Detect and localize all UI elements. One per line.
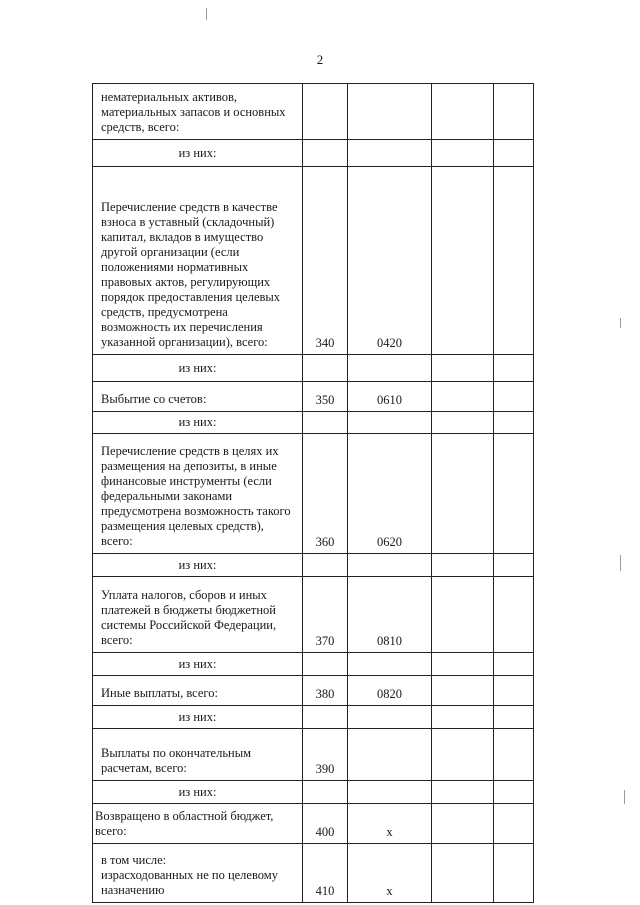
indicator-name-line: Возвращено в областной бюджет, — [95, 809, 274, 823]
scan-mark — [624, 790, 625, 804]
indicator-name — [93, 577, 303, 653]
indicator-name-line: расчетам, всего: — [101, 761, 187, 775]
line-code-cell: 410 — [303, 844, 348, 903]
line-code-cell — [303, 412, 348, 434]
indicator-name-line: возможность их перечисления — [101, 320, 263, 334]
indicator-name — [93, 729, 303, 781]
value-cell-1 — [432, 781, 494, 804]
scan-mark — [620, 555, 621, 571]
line-code-cell — [303, 84, 348, 140]
subheader-row — [93, 412, 534, 434]
indicator-name-line: назначению — [101, 883, 165, 897]
table-row — [93, 844, 534, 903]
analytic-code-cell: 0620 — [348, 434, 432, 554]
value-cell-2 — [494, 434, 534, 554]
indicator-name-line: Перечисление средств в целях их — [101, 444, 279, 458]
value-cell-2 — [494, 676, 534, 706]
value-cell-2 — [494, 804, 534, 844]
subheader-row — [93, 781, 534, 804]
indicator-name-line: средств, всего: — [101, 120, 180, 134]
indicator-name-line: материальных запасов и основных — [101, 105, 286, 119]
indicator-name — [93, 844, 303, 903]
value-cell-1 — [432, 676, 494, 706]
subheader-label: из них: — [93, 412, 303, 434]
analytic-code-cell — [348, 84, 432, 140]
indicator-name-line: положениями нормативных — [101, 260, 249, 274]
indicator-name-line: капитал, вкладов в имущество — [101, 230, 264, 244]
table-row — [93, 676, 534, 706]
indicator-name — [93, 434, 303, 554]
value-cell-1 — [432, 84, 494, 140]
analytic-code-cell — [348, 729, 432, 781]
value-cell-1 — [432, 844, 494, 903]
indicator-name-line: Перечисление средств в качестве — [101, 200, 278, 214]
line-code-cell — [303, 140, 348, 167]
value-cell-2 — [494, 844, 534, 903]
indicator-name-line: указанной организации), всего: — [101, 335, 268, 349]
value-cell-2 — [494, 554, 534, 577]
analytic-code-cell: 0810 — [348, 577, 432, 653]
line-code-cell: 340 — [303, 167, 348, 355]
subheader-row — [93, 706, 534, 729]
analytic-code-cell — [348, 554, 432, 577]
table-row — [93, 577, 534, 653]
indicator-name-line: взноса в уставный (складочный) — [101, 215, 275, 229]
subheader-label: из них: — [93, 781, 303, 804]
value-cell-2 — [494, 140, 534, 167]
analytic-code-cell — [348, 653, 432, 676]
indicator-name-line: нематериальных активов, — [101, 90, 237, 104]
table-row — [93, 84, 534, 140]
analytic-code-cell: x — [348, 804, 432, 844]
line-code-cell — [303, 355, 348, 382]
subheader-label: из них: — [93, 355, 303, 382]
subheader-label: из них: — [93, 140, 303, 167]
subheader-row — [93, 554, 534, 577]
analytic-code-cell: 0610 — [348, 382, 432, 412]
value-cell-2 — [494, 84, 534, 140]
indicator-name-line: Уплата налогов, сборов и иных — [101, 588, 267, 602]
indicator-name-line: федеральными законами — [101, 489, 233, 503]
indicator-name-line: другой организации (если — [101, 245, 240, 259]
value-cell-1 — [432, 804, 494, 844]
value-cell-1 — [432, 577, 494, 653]
indicator-name-line: предусмотрена возможность такого — [101, 504, 291, 518]
line-code-cell: 400 — [303, 804, 348, 844]
value-cell-2 — [494, 653, 534, 676]
line-code-cell: 350 — [303, 382, 348, 412]
table-row — [93, 382, 534, 412]
value-cell-1 — [432, 167, 494, 355]
indicator-name-line: всего: — [101, 534, 133, 548]
table-row — [93, 804, 534, 844]
indicator-name-line: израсходованных не по целевому — [101, 868, 278, 882]
indicator-name-line: всего: — [101, 633, 133, 647]
subheader-row — [93, 140, 534, 167]
subheader-row — [93, 653, 534, 676]
scan-mark — [206, 8, 207, 20]
indicator-name-line: системы Российской Федерации, — [101, 618, 277, 632]
analytic-code-cell: 0820 — [348, 676, 432, 706]
subheader-label: из них: — [93, 554, 303, 577]
indicator-name — [93, 382, 303, 412]
indicator-name-line: размещения на депозиты, в иные — [101, 459, 277, 473]
line-code-cell: 380 — [303, 676, 348, 706]
line-code-cell: 390 — [303, 729, 348, 781]
indicator-name-line: размещения целевых средств), — [101, 519, 264, 533]
line-code-cell — [303, 653, 348, 676]
indicator-name — [93, 167, 303, 355]
value-cell-2 — [494, 729, 534, 781]
analytic-code-cell — [348, 140, 432, 167]
value-cell-2 — [494, 577, 534, 653]
indicator-name-line: порядок предоставления целевых — [101, 290, 281, 304]
analytic-code-cell — [348, 412, 432, 434]
indicator-name-line: финансовые инструменты (если — [101, 474, 272, 488]
value-cell-1 — [432, 653, 494, 676]
analytic-code-cell — [348, 706, 432, 729]
indicator-name — [93, 676, 303, 706]
value-cell-2 — [494, 167, 534, 355]
table-row — [93, 167, 534, 355]
value-cell-1 — [432, 140, 494, 167]
line-code-cell — [303, 781, 348, 804]
indicator-name-line: Иные выплаты, всего: — [101, 686, 218, 700]
line-code-cell — [303, 554, 348, 577]
analytic-code-cell — [348, 355, 432, 382]
subheader-label: из них: — [93, 706, 303, 729]
analytic-code-cell: x — [348, 844, 432, 903]
page-number: 2 — [316, 52, 324, 67]
value-cell-1 — [432, 434, 494, 554]
value-cell-2 — [494, 382, 534, 412]
indicator-name-line: всего: — [95, 824, 127, 838]
indicator-name-line: Выбытие со счетов: — [101, 392, 207, 406]
indicator-name-line: платежей в бюджеты бюджетной — [101, 603, 276, 617]
subheader-row — [93, 355, 534, 382]
report-table — [92, 83, 534, 903]
scan-mark — [620, 318, 621, 328]
value-cell-2 — [494, 355, 534, 382]
value-cell-2 — [494, 412, 534, 434]
indicator-name — [93, 84, 303, 140]
indicator-name-line: в том числе: — [101, 853, 167, 867]
indicator-name — [93, 804, 303, 844]
value-cell-2 — [494, 781, 534, 804]
indicator-name-line: средств, предусмотрена — [101, 305, 228, 319]
line-code-cell — [303, 706, 348, 729]
table-row — [93, 729, 534, 781]
analytic-code-cell — [348, 781, 432, 804]
subheader-label: из них: — [93, 653, 303, 676]
value-cell-1 — [432, 382, 494, 412]
analytic-code-cell: 0420 — [348, 167, 432, 355]
table-row — [93, 434, 534, 554]
value-cell-1 — [432, 706, 494, 729]
value-cell-1 — [432, 355, 494, 382]
value-cell-1 — [432, 729, 494, 781]
line-code-cell: 370 — [303, 577, 348, 653]
value-cell-1 — [432, 412, 494, 434]
line-code-cell: 360 — [303, 434, 348, 554]
value-cell-1 — [432, 554, 494, 577]
value-cell-2 — [494, 706, 534, 729]
indicator-name-line: правовых актов, регулирующих — [101, 275, 271, 289]
indicator-name-line: Выплаты по окончательным — [101, 746, 252, 760]
